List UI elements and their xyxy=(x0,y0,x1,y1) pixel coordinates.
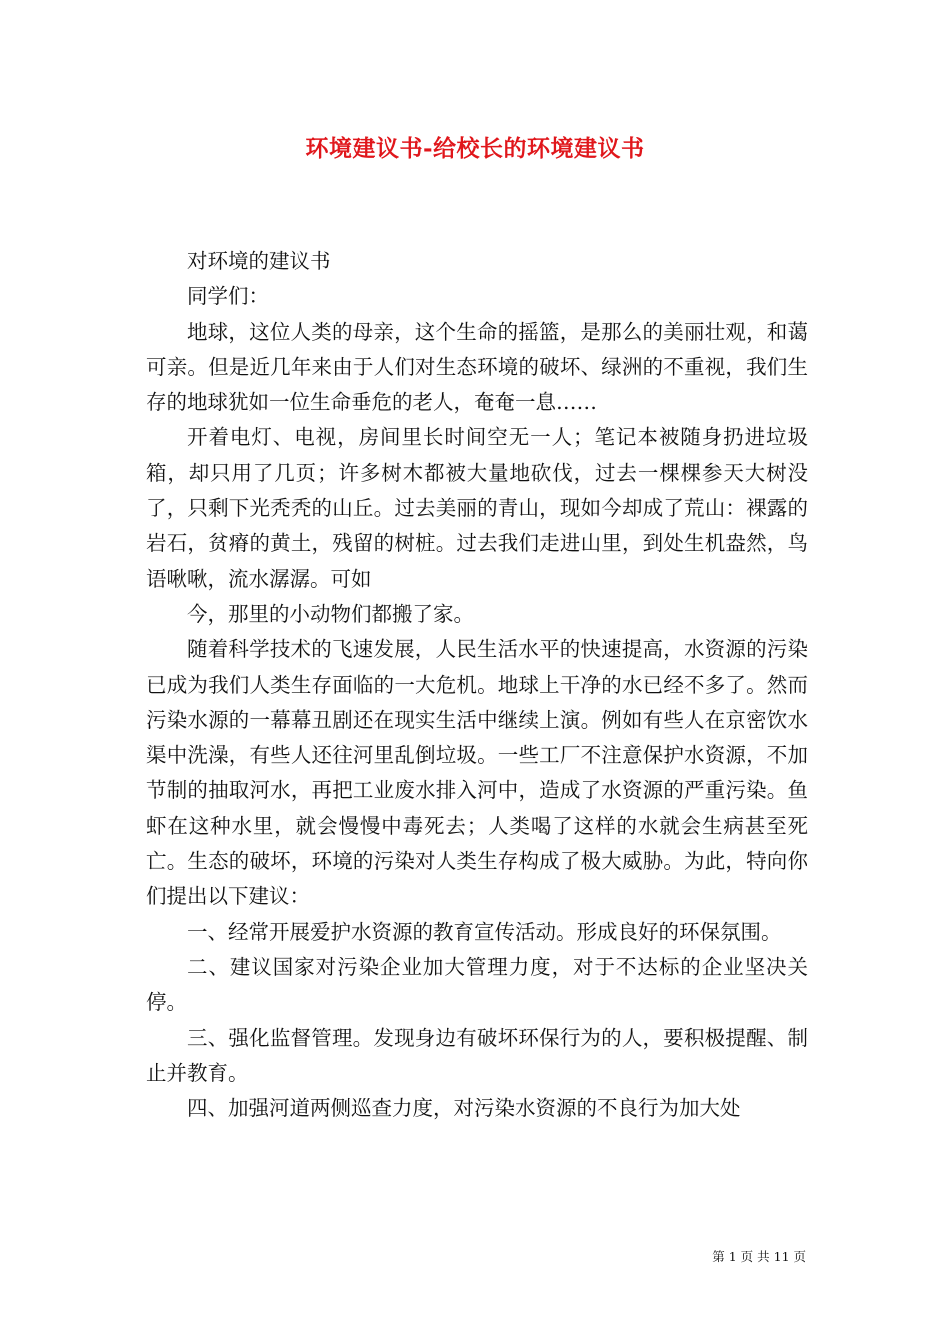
paragraph: 随着科学技术的飞速发展，人民生活水平的快速提高，水资源的污染已成为我们人类生存面临的一大危机。地球上干净的水已经不多了。然而污染水源的一幕幕丑剧还在现实生活中继续上演。例如有些人在京密饮水渠中洗澡，有些人还往河里乱倒垃圾。一些工厂不注意保护水资源，不加节制的抽取河水，再把工业废水排入河中，造成了水资源的严重污染。鱼虾在这种水里，就会慢慢中毒死去；人类喝了这样的水就会生病甚至死亡。生态的破坏，环境的污染对人类生存构成了极大威胁。为此，特向你们提出以下建议： xyxy=(146,637,808,909)
document-title: 环境建议书-给校长的环境建议书 xyxy=(305,135,645,162)
suggestion-item: 四、加强河道两侧巡查力度，对污染水资源的不良行为加大处 xyxy=(187,1096,741,1121)
page-number-footer: 第 1 页 共 11 页 xyxy=(712,1249,806,1264)
paragraph: 开着电灯、电视，房间里长时间空无一人；笔记本被随身扔进垃圾箱，却只用了几页；许多树木都被大量地砍伐，过去一棵棵参天大树没了，只剩下光秃秃的山丘。过去美丽的青山，现如今却成了荒山：裸露的岩石，贫瘠的黄土，残留的树桩。过去我们走进山里，到处生机盎然，鸟语啾啾，流水潺潺。可如 xyxy=(146,425,808,591)
paragraph-heading: 对环境的建议书 xyxy=(187,249,331,273)
suggestion-item: 二、建议国家对污染企业加大管理力度，对于不达标的企业坚决关停。 xyxy=(146,954,808,1015)
paragraph: 地球，这位人类的母亲，这个生命的摇篮，是那么的美丽壮观，和蔼可亲。但是近几年来由于人们对生态环境的破坏、绿洲的不重视，我们生存的地球犹如一位生命垂危的老人，奄奄一息…… xyxy=(146,319,808,415)
paragraph-salutation: 同学们： xyxy=(187,284,269,309)
paragraph: 今，那里的小动物们都搬了家。 xyxy=(187,601,474,626)
document-body xyxy=(146,244,808,1126)
suggestion-item: 三、强化监督管理。发现身边有破坏环保行为的人，要积极提醒、制止并教育。 xyxy=(146,1025,808,1085)
suggestion-item: 一、经常开展爱护水资源的教育宣传活动。形成良好的环保氛围。 xyxy=(187,919,782,944)
